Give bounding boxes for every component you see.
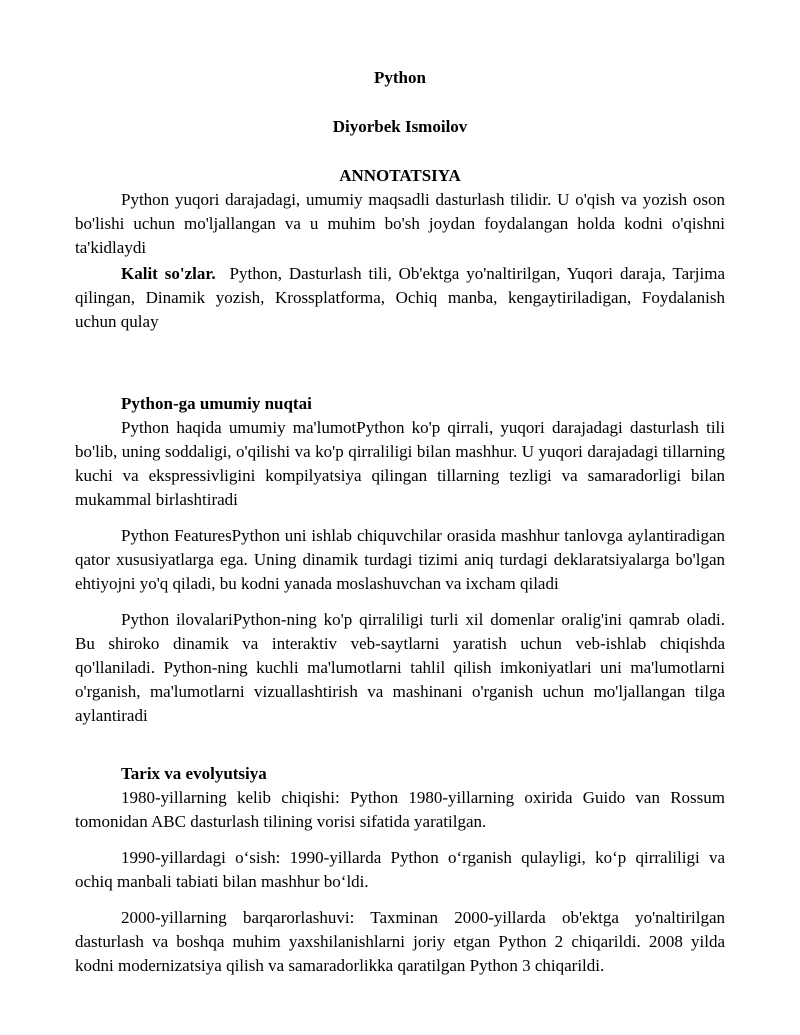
keywords-text: Python, Dasturlash tili, Ob'ektga yo'naltirilgan, Yuqori daraja, Tarjima qilingan, Dinamik yozish, Krossplatforma, Ochiq manba, kengaytiriladigan, Foydalanish uchun qulay [75, 264, 725, 331]
annotation-heading: ANNOTATSIYA [339, 166, 461, 185]
paragraph-overview-2: Python FeaturesPython uni ishlab chiquvchilar orasida mashhur tanlovga aylantiradigan qator xususiyatlarga ega. Uning dinamik turdagi tizimi aniq turdagi deklaratsiyalarga bo'lgan ehtiyojni yo'q qiladi, bu kodni yanada moslashuvchan va ixcham qiladi [75, 526, 725, 593]
paragraph-overview-3: Python ilovalariPython-ning ko'p qirraliligi turli xil domenlar oralig'ini qamrab oladi. Bu shiroko dinamik va interaktiv veb-saytlarni yaratish uchun veb-ishlab chiqishda qo'llaniladi. Python-ning kuchli ma'lumotlarni tahlil qilish imkoniyatlari uni ma'lumotlarni o'rganish, ma'lumotlarni vizuallashtirish va mashinani o'rganish uchun mo'ljallangan tilga aylantiradi [75, 610, 725, 725]
document-title: Python [374, 68, 426, 87]
annotation-text: Python yuqori darajadagi, umumiy maqsadli dasturlash tilidir. U o'qish va yozish oson bo'lishi uchun mo'ljallangan va u muhim bo'sh joydan foydalangan holda kodni o'qishni ta'kidlaydi [75, 190, 725, 257]
section-heading-overview: Python-ga umumiy nuqtai [121, 394, 312, 413]
author-name: Diyorbek Ismoilov [332, 117, 468, 136]
paragraph-history-3: 2000-yillarning barqarorlashuvi: Taxminan 2000-yillarda ob'ektga yo'naltirilgan dasturlash va boshqa muhim yaxshilanishlarni joriy etgan Python 2 chiqarildi. 2008 yilda kodni modernizatsiya qilish va samaradorlikka qaratilgan Python 3 chiqarildi. [75, 908, 725, 975]
section-heading-history: Tarix va evolyutsiya [121, 764, 267, 783]
paragraph-history-2: 1990-yillardagi o‘sish: 1990-yillarda Python o‘rganish qulayligi, ko‘p qirraliligi va ochiq manbali tabiati bilan mashhur bo‘ldi. [75, 848, 725, 891]
paragraph-history-1: 1980-yillarning kelib chiqishi: Python 1980-yillarning oxirida Guido van Rossum tomonidan ABC dasturlash tilining vorisi sifatida yaratilgan. [75, 788, 725, 831]
paragraph-overview-1: Python haqida umumiy ma'lumotPython ko'p qirrali, yuqori darajadagi dasturlash tili bo'lib, uning soddaligi, o'qilishi va ko'p qirraliligi bilan mashhur. U yuqori darajadagi tillarning kuchi va ekspressivligini kompilyatsiya qilingan tillarning tezligi va samaradorligi bilan mukammal birlashtiradi [75, 418, 725, 509]
keywords-label: Kalit so'zlar. [121, 264, 216, 283]
keywords-paragraph [75, 262, 725, 334]
